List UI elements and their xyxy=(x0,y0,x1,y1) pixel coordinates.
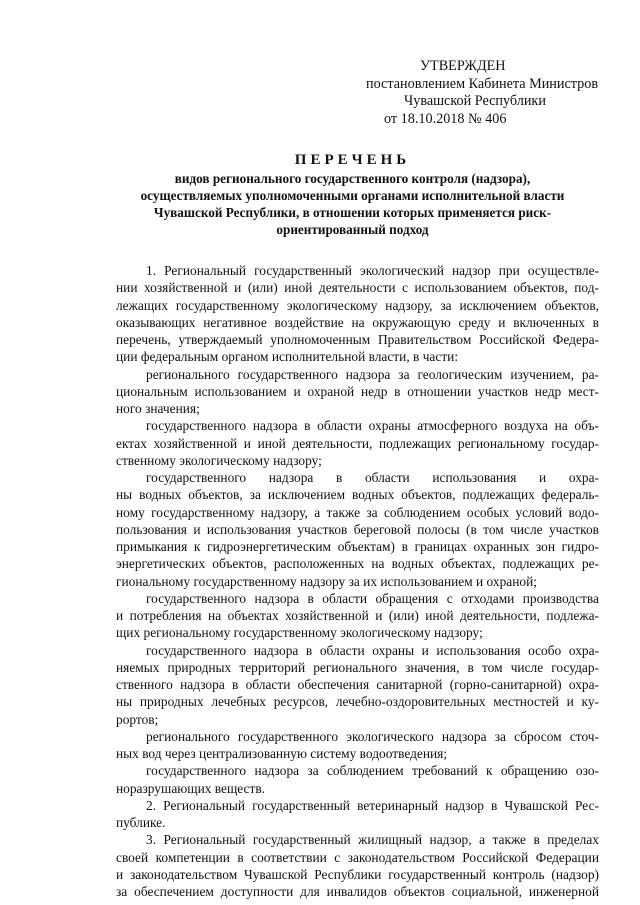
body-line: государственного надзора за соблюдением требований к обращению озо- xyxy=(146,763,599,779)
body-line: регионального государственного надзора за геологическим изучением, ра- xyxy=(146,366,599,382)
body-line: примыкания к гидроэнергетическим объектам) в границах охранных зон гидро- xyxy=(116,539,599,554)
body-line: регионального государственного экологического надзора за сбросом сточ- xyxy=(146,728,599,744)
subtitle-line: Чувашской Республики, в отношении которых применяется риск- xyxy=(153,205,552,220)
body-line: лежащих государственному экологическому надзору, за исключением объектов, xyxy=(116,297,599,313)
subtitle-line: осуществляемых уполномоченными органами исполнительной власти xyxy=(140,188,565,203)
body-line: норазрушающих веществ. xyxy=(116,780,266,796)
body-line: ны природных лечебных ресурсов, лечебно-оздоровительных местностей и ку- xyxy=(116,694,599,710)
body-line: циональным использованием и охраной недр в отношении участков недр мест- xyxy=(116,383,599,399)
body-line: своей компетенции в соответствии с законодательством Российской Федерации xyxy=(116,849,599,865)
body-line: ектах хозяйственной и иной деятельности, подлежащих региональному государ- xyxy=(116,435,599,451)
body-line: публике. xyxy=(116,815,166,830)
document-body xyxy=(116,262,599,900)
body-line: щих региональному государственному экологическому надзору; xyxy=(116,625,483,641)
body-line: энергетических объектов, расположенных на водных объектах, подлежащих ре- xyxy=(116,556,599,572)
approval-line: УТВЕРЖДЕН xyxy=(420,58,506,74)
document-subtitle xyxy=(100,170,605,238)
approval-stamp xyxy=(366,58,616,128)
body-line: пользования и использования участков береговой полосы (в том числе участков xyxy=(116,521,599,537)
body-line: ных вод через централизованную систему водоотведения; xyxy=(116,746,448,761)
body-line: и законодательством Чувашской Республики государственный контроль (надзор) xyxy=(116,866,599,882)
body-line: ному государственному надзору, а также за соблюдением особых условий водо- xyxy=(116,504,599,520)
body-line: няемых природных территорий регионального значения, в том числе государ- xyxy=(116,659,599,675)
body-line: гиональному государственному надзору за их использованием и охраной; xyxy=(116,573,537,589)
body-line: 3. Региональный государственный жилищный надзор, а также в пределах xyxy=(146,832,599,848)
body-line: 1. Региональный государственный экологический надзор при осуществле- xyxy=(146,263,599,278)
approval-line: постановлением Кабинета Министров xyxy=(366,75,599,92)
body-line: государственного надзора в области обращения с отходами производства xyxy=(146,590,599,606)
body-line: государственного надзора в области использования и охра- xyxy=(146,470,599,485)
body-line: нии хозяйственной и (или) иной деятельности с использованием объектов, под- xyxy=(116,280,599,296)
body-line: 2. Региональный государственный ветеринарный надзор в Чувашской Рес- xyxy=(146,797,599,813)
approval-line: от 18.10.2018 № 406 xyxy=(384,110,507,127)
document-title: ПЕРЕЧЕНЬ xyxy=(294,152,411,168)
body-line: государственного надзора в области охраны атмосферного воздуха на объ- xyxy=(146,418,599,434)
subtitle-line: видов регионального государственного контроля (надзора), xyxy=(174,171,531,186)
body-line: рортов; xyxy=(116,711,159,727)
body-line: ции федеральным органом исполнительной власти, в части: xyxy=(116,349,459,365)
body-line: перечень, утверждаемый уполномоченным Правительством Российской Федера- xyxy=(116,332,599,347)
body-line: оказывающих негативное воздействие на окружающую среду и включенных в xyxy=(116,314,599,330)
body-line: ственного надзора в области обеспечения санитарной (горно-санитарной) охра- xyxy=(116,677,599,692)
body-line: ны водных объектов, за исключением водных объектов, подлежащих федераль- xyxy=(116,487,599,503)
body-line: ного значения; xyxy=(116,401,200,416)
body-line: государственного надзора в области охраны и использования особо охра- xyxy=(146,642,599,658)
subtitle-line: ориентированный подход xyxy=(276,222,429,237)
body-line: за обеспечением доступности для инвалидов объектов социальной, инженерной xyxy=(116,884,599,899)
document-heading xyxy=(100,150,605,238)
approval-line: Чувашской Республики xyxy=(404,93,546,109)
body-line: и потребления на объектах хозяйственной и (или) иной деятельности, подлежа- xyxy=(116,608,599,623)
body-line: ственному экологическому надзору; xyxy=(116,452,322,468)
